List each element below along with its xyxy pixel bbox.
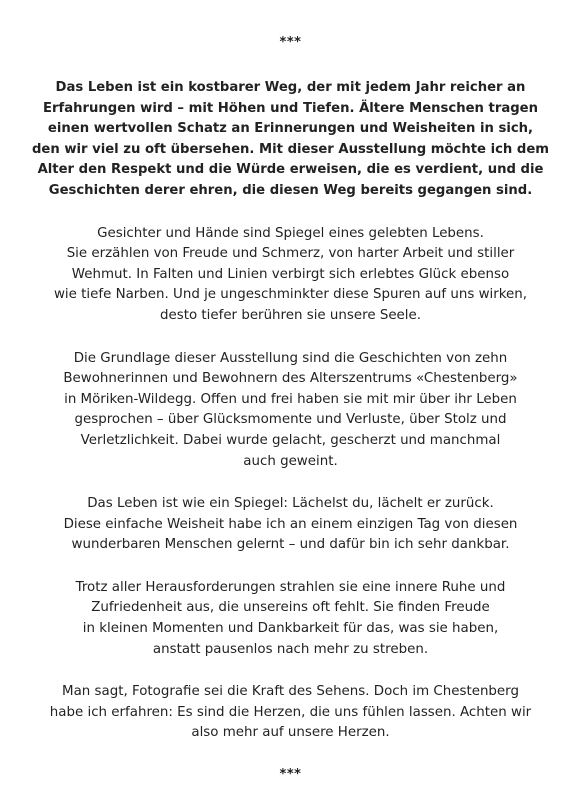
paragraph-line: Verletzlichkeit. Dabei wurde gelacht, gescherzt und manchmal bbox=[80, 432, 501, 448]
paragraph-line: desto tiefer berühren sie unsere Seele. bbox=[159, 307, 422, 323]
paragraph-challenges bbox=[26, 578, 555, 660]
paragraph-faces bbox=[26, 224, 555, 327]
paragraph-line: auch geweint. bbox=[243, 453, 338, 469]
paragraph-line: Das Leben ist ein kostbarer Weg, der mit jedem Jahr reicher an bbox=[55, 80, 526, 95]
paragraph-line: Gesichter und Hände sind Spiegel eines gelebten Lebens. bbox=[97, 225, 484, 241]
paragraph-line: Geschichten derer ehren, die diesen Weg bereits gegangen sind. bbox=[48, 182, 533, 198]
paragraph-line: anstatt pausenlos nach mehr zu streben. bbox=[152, 641, 429, 657]
divider-top: *** bbox=[279, 35, 302, 50]
paragraph-line: Man sagt, Fotografie sei die Kraft des Sehens. Doch im Chestenberg bbox=[62, 684, 519, 700]
paragraph-basis bbox=[26, 349, 555, 473]
paragraph-line: Die Grundlage dieser Ausstellung sind die Geschichten von zehn bbox=[73, 350, 508, 366]
divider-bottom: *** bbox=[279, 767, 302, 783]
paragraph-mirror bbox=[26, 494, 555, 556]
paragraph-line: gesprochen – über Glücksmomente und Verluste, über Stolz und bbox=[74, 412, 507, 428]
paragraph-line: in Möriken-Wildegg. Offen und frei haben sie mit mir über ihr Leben bbox=[64, 391, 517, 407]
paragraph-line: Zufriedenheit aus, die unsereins oft fehlt. Sie finden Freude bbox=[91, 600, 490, 616]
paragraph-line: Alter den Respekt und die Würde erweisen, die es verdient, und die bbox=[37, 162, 544, 178]
paragraph-line: also mehr auf unsere Herzen. bbox=[191, 725, 390, 741]
paragraph-line: den wir viel zu oft übersehen. Mit dieser Ausstellung möchte ich dem bbox=[31, 141, 550, 157]
paragraph-line: Das Leben ist wie ein Spiegel: Lächelst du, lächelt er zurück. bbox=[87, 496, 494, 512]
paragraph-line: Erfahrungen wird – mit Höhen und Tiefen. Ältere Menschen tragen bbox=[42, 100, 539, 116]
paragraph-line: Wehmut. In Falten und Linien verbirgt sich erlebtes Glück ebenso bbox=[71, 266, 510, 282]
paragraph-line: Sie erzählen von Freude und Schmerz, von harter Arbeit und stiller bbox=[66, 246, 515, 262]
paragraph-intro bbox=[26, 78, 555, 202]
paragraph-line: Diese einfache Weisheit habe ich an einem einzigen Tag von diesen bbox=[63, 516, 518, 532]
paragraph-line: wie tiefe Narben. Und je ungeschminkter diese Spuren auf uns wirken, bbox=[53, 287, 528, 303]
paragraph-line: Bewohnerinnen und Bewohnern des Alterszentrums «Chestenberg» bbox=[63, 371, 518, 387]
paragraph-line: habe ich erfahren: Es sind die Herzen, die uns fühlen lassen. Achten wir bbox=[49, 704, 532, 720]
paragraph-line: wunderbaren Menschen gelernt – und dafür bin ich sehr dankbar. bbox=[71, 537, 510, 553]
paragraph-line: einen wertvollen Schatz an Erinnerungen und Weisheiten in sich, bbox=[47, 121, 534, 137]
paragraph-photography bbox=[26, 682, 555, 744]
paragraph-line: Trotz aller Herausforderungen strahlen sie eine innere Ruhe und bbox=[75, 579, 506, 595]
paragraph-line: in kleinen Momenten und Dankbarkeit für das, was sie haben, bbox=[82, 621, 499, 637]
